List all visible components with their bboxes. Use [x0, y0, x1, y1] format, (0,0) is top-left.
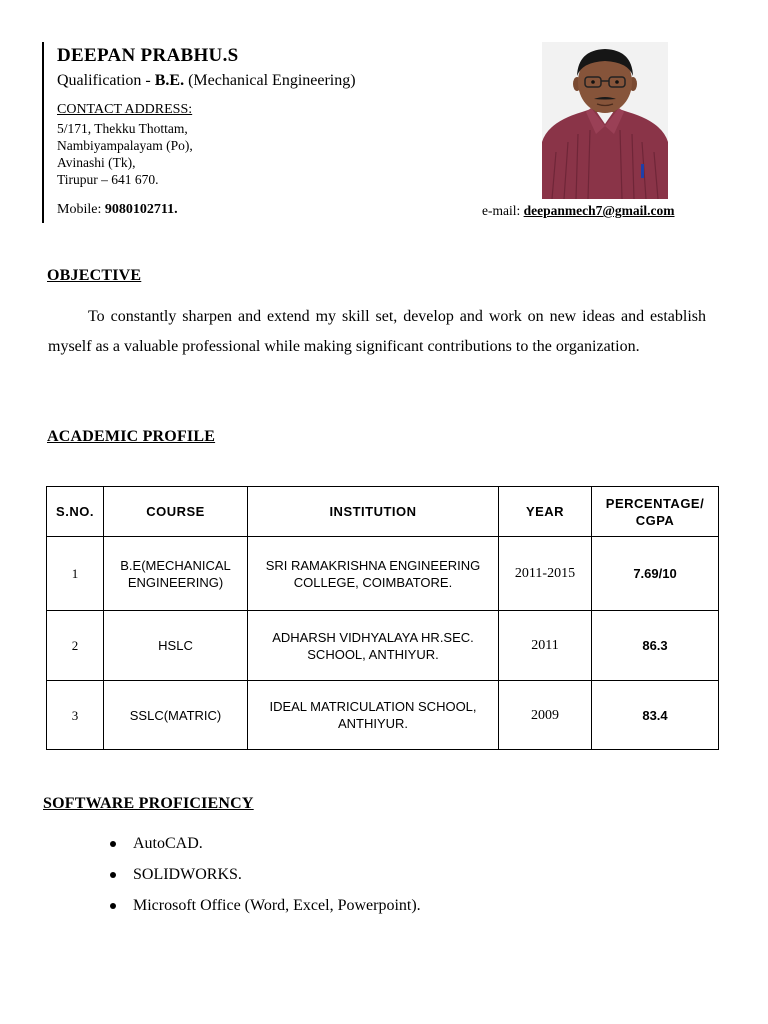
table-row — [47, 611, 719, 681]
table-row — [47, 681, 719, 750]
cell-sno: 2 — [47, 611, 104, 681]
qualification-label: Qualification - — [57, 72, 155, 89]
email-line — [482, 203, 675, 219]
address-line: Nambiyampalayam (Po), — [57, 138, 193, 153]
address-line: Tirupur – 641 670. — [57, 172, 159, 187]
cell-course: B.E(MECHANICAL ENGINEERING) — [104, 537, 248, 611]
cell-sno: 3 — [47, 681, 104, 750]
qualification-degree: B.E. — [154, 72, 185, 89]
profile-photo — [542, 42, 668, 199]
software-item: SOLIDWORKS. — [133, 866, 242, 883]
academic-profile-heading: ACADEMIC PROFILE — [47, 428, 216, 445]
bullet-icon — [110, 903, 116, 909]
address-line: 5/171, Thekku Thottam, — [57, 121, 188, 136]
header-divider-line — [42, 42, 44, 223]
contact-address-heading: CONTACT ADDRESS: — [57, 102, 193, 117]
bullet-icon — [110, 841, 116, 847]
cell-institution: SRI RAMAKRISHNA ENGINEERING COLLEGE, COIMBATORE. — [248, 537, 499, 611]
list-item — [110, 894, 421, 925]
qualification-line — [57, 72, 356, 90]
software-item: AutoCAD. — [133, 835, 203, 852]
cell-institution: ADHARSH VIDHYALAYA HR.SEC. SCHOOL, ANTHIYUR. — [248, 611, 499, 681]
column-header-course: COURSE — [104, 487, 248, 537]
column-header-percentage: PERCENTAGE/ CGPA — [592, 487, 719, 537]
mobile-label: Mobile: — [57, 202, 105, 217]
objective-heading: OBJECTIVE — [47, 267, 142, 284]
cell-score: 83.4 — [592, 681, 719, 750]
column-header-institution: INSTITUTION — [248, 487, 499, 537]
software-item: Microsoft Office (Word, Excel, Powerpoint). — [133, 897, 421, 914]
qualification-field: (Mechanical Engineering) — [184, 72, 356, 89]
column-header-year: YEAR — [499, 487, 592, 537]
academic-profile-table — [46, 486, 719, 750]
cell-institution: IDEAL MATRICULATION SCHOOL, ANTHIYUR. — [248, 681, 499, 750]
mobile-number: 9080102711. — [104, 202, 178, 217]
table-row — [47, 537, 719, 611]
software-list — [110, 832, 421, 925]
email-label: e-mail: — [482, 203, 524, 218]
bullet-icon — [110, 872, 116, 878]
cell-score: 86.3 — [592, 611, 719, 681]
address-line: Avinashi (Tk), — [57, 155, 136, 170]
cell-sno: 1 — [47, 537, 104, 611]
mobile-line — [57, 202, 178, 218]
objective-text: To constantly sharpen and extend my skill set, develop and work on new ideas and establish myself as a valuable professional while making significant contributions to the organization. — [48, 308, 706, 355]
cell-course: HSLC — [104, 611, 248, 681]
list-item — [110, 832, 421, 863]
column-header-sno: S.NO. — [47, 487, 104, 537]
profile-photo-illustration — [542, 42, 668, 199]
cell-year: 2011-2015 — [499, 537, 592, 611]
cell-year: 2009 — [499, 681, 592, 750]
software-proficiency-heading: SOFTWARE PROFICIENCY — [43, 795, 254, 812]
cell-year: 2011 — [499, 611, 592, 681]
candidate-name: DEEPAN PRABHU.S — [57, 45, 239, 66]
list-item — [110, 863, 421, 894]
cell-score: 7.69/10 — [592, 537, 719, 611]
table-header-row — [47, 487, 719, 537]
cell-course: SSLC(MATRIC) — [104, 681, 248, 750]
email-link[interactable]: deepanmech7@gmail.com — [523, 203, 675, 218]
